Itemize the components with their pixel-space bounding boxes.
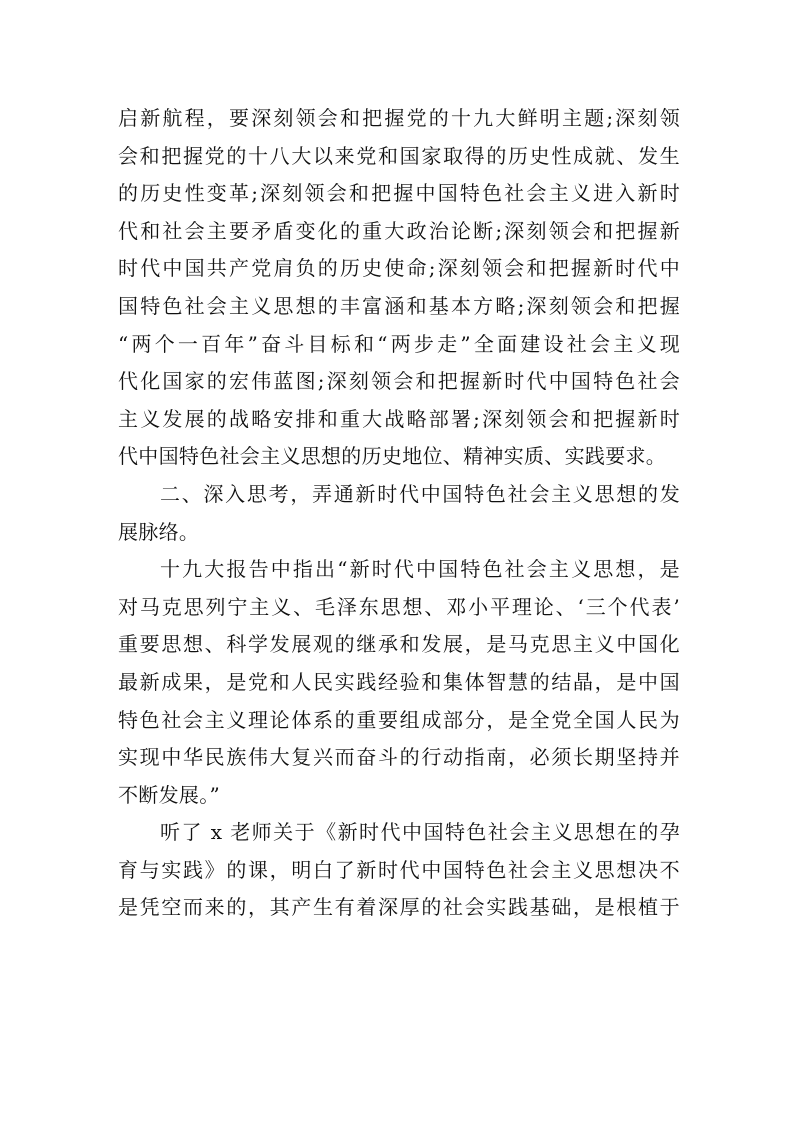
text-line: 代和社会主要矛盾变化的重大政治论断;深刻领会和把握新 xyxy=(118,218,680,243)
text-line: 主义发展的战略安排和重大战略部署;深刻领会和把握新时 xyxy=(118,406,680,431)
text-line: 实现中华民族伟大复兴而奋斗的行动指南，必须长期坚持并 xyxy=(118,745,680,770)
text-line: “两个一百年”奋斗目标和“两步走”全面建设社会主义现 xyxy=(118,331,680,356)
document-body xyxy=(118,100,680,927)
text-line: 会和把握党的十八大以来党和国家取得的历史性成就、发生 xyxy=(118,143,680,168)
paragraph-4 xyxy=(118,814,680,927)
text-line: 十九大报告中指出“新时代中国特色社会主义思想，是 xyxy=(160,557,680,582)
text-line: 育与实践》的课，明白了新时代中国特色社会主义思想决不 xyxy=(118,857,680,882)
text-line: 国特色社会主义思想的丰富涵和基本方略;深刻领会和把握 xyxy=(118,293,680,318)
text-line: 时代中国共产党肩负的历史使命;深刻领会和把握新时代中 xyxy=(118,256,680,281)
text-line: 重要思想、科学发展观的继承和发展，是马克思主义中国化 xyxy=(118,632,680,657)
text-line: 不断发展。” xyxy=(118,782,221,807)
paragraph-1 xyxy=(118,100,680,476)
text-line: 是凭空而来的，其产生有着深厚的社会实践基础，是根植于 xyxy=(118,895,680,920)
text-line: 的历史性变革;深刻领会和把握中国特色社会主义进入新时 xyxy=(118,181,680,206)
text-line: 特色社会主义理论体系的重要组成部分，是全党全国人民为 xyxy=(118,707,680,732)
paragraph-3 xyxy=(118,551,680,814)
text-line: 最新成果，是党和人民实践经验和集体智慧的结晶，是中国 xyxy=(118,669,680,694)
text-line: 听了 x 老师关于《新时代中国特色社会主义思想在的孕 xyxy=(160,820,680,845)
heading-line: 展脉络。 xyxy=(118,519,200,544)
text-line: 代化国家的宏伟蓝图;深刻领会和把握新时代中国特色社会 xyxy=(118,369,680,394)
text-line: 对马克思列宁主义、毛泽东思想、邓小平理论、‘三个代表’ xyxy=(118,594,680,619)
text-line: 代中国特色社会主义思想的历史地位、精神实质、实践要求。 xyxy=(118,444,667,469)
text-line: 启新航程，要深刻领会和把握党的十九大鲜明主题;深刻领 xyxy=(118,106,680,130)
section-heading-2 xyxy=(118,476,680,551)
heading-line: 二、深入思考，弄通新时代中国特色社会主义思想的发 xyxy=(160,481,680,506)
